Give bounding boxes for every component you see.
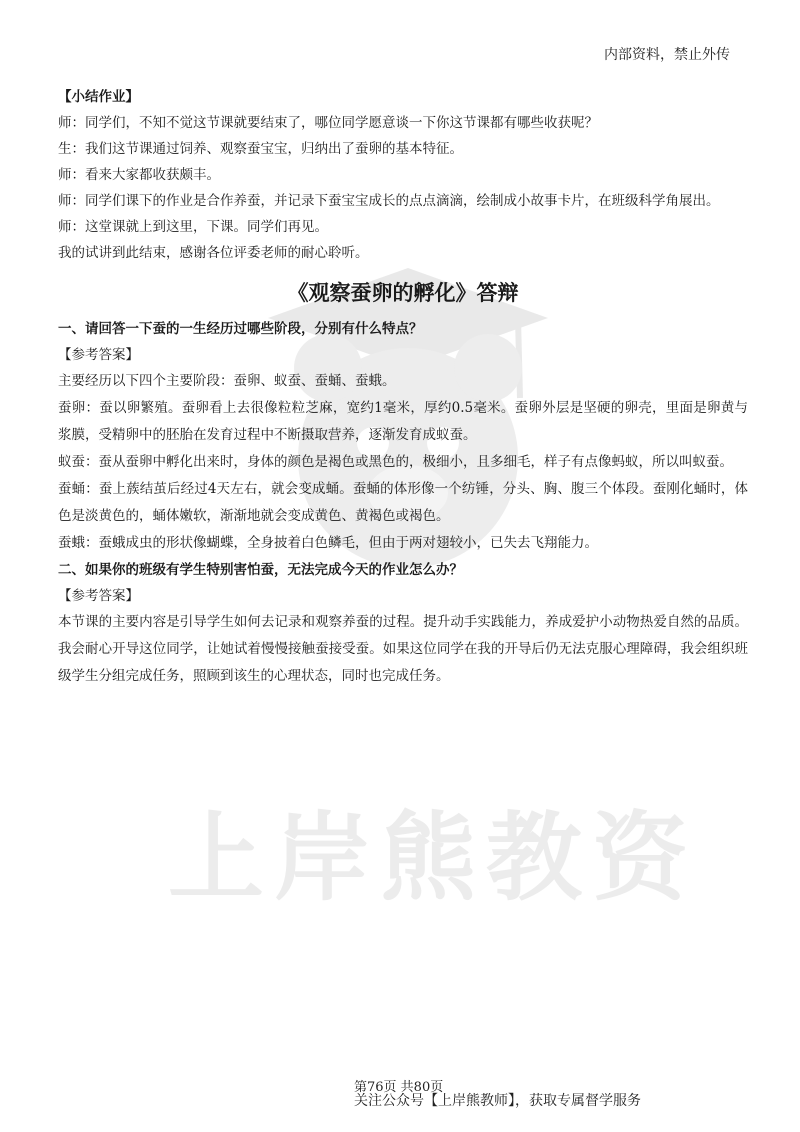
summary-line: 师：同学们，不知不觉这节课就要结束了，哪位同学愿意谈一下你这节课都有哪些收获呢？ bbox=[58, 115, 598, 131]
answer-paragraph: 蚁蚕：蚕从蚕卵中孵化出来时，身体的颜色是褐色或黑色的，极细小，且多细毛，样子有点像蚂蚁，所以叫蚁蚕。 bbox=[58, 454, 733, 470]
answer-paragraph: 蚕蛹：蚕上蔟结茧后经过4天左右，就会变成蛹。蚕蛹的体形像一个纺锤，分头、胸、腹三个体段。蚕刚化蛹时，体色是淡黄色的，蛹体嫩软，渐渐地就会变成黄色、黄褐色或褐色。 bbox=[58, 481, 748, 524]
document-body bbox=[58, 84, 748, 690]
page-number: 第76页 共80页 bbox=[354, 1080, 444, 1095]
answer-paragraph: 蚕卵：蚕以卵繁殖。蚕卵看上去很像粒粒芝麻，宽约1毫米，厚约0.5毫米。蚕卵外层是坚硬的卵壳，里面是卵黄与浆膜，受精卵中的胚胎在发育过程中不断摄取营养，逐渐发育成蚁蚕。 bbox=[58, 400, 748, 443]
watermark-text: 上岸熊教资 bbox=[168, 802, 698, 914]
answer-label-1: 【参考答案】 bbox=[58, 347, 139, 363]
summary-line: 师：这堂课就上到这里，下课。同学们再见。 bbox=[58, 219, 328, 235]
summary-heading: 【小结作业】 bbox=[58, 89, 139, 105]
answer-label-2: 【参考答案】 bbox=[58, 588, 139, 604]
footer-promo: 关注公众号【上岸熊教师】，获取专属督学服务 bbox=[354, 1093, 641, 1109]
question-2: 二、如果你的班级有学生特别害怕蚕，无法完成今天的作业怎么办？ bbox=[58, 562, 463, 578]
answer-paragraph: 主要经历以下四个主要阶段：蚕卵、蚁蚕、蚕蛹、蚕蛾。 bbox=[58, 373, 396, 389]
summary-line: 我的试讲到此结束，感谢各位评委老师的耐心聆听。 bbox=[58, 245, 369, 261]
summary-line: 师：同学们课下的作业是合作养蚕，并记录下蚕宝宝成长的点点滴滴，绘制成小故事卡片，在班级科学角展出。 bbox=[58, 193, 720, 209]
answer-paragraph: 蚕蛾：蚕蛾成虫的形状像蝴蝶，全身披着白色鳞毛，但由于两对翅较小，已失去飞翔能力。 bbox=[58, 535, 598, 551]
defense-title: 《观察蚕卵的孵化》答辩 bbox=[287, 281, 519, 305]
header-note: 内部资料，禁止外传 bbox=[604, 47, 730, 63]
question-1: 一、请回答一下蚕的一生经历过哪些阶段，分别有什么特点？ bbox=[58, 321, 423, 337]
answer-paragraph: 本节课的主要内容是引导学生如何去记录和观察养蚕的过程。提升动手实践能力，养成爱护小动物热爱自然的品质。我会耐心开导这位同学，让她试着慢慢接触蚕接受蚕。如果这位同学在我的开导后仍无法克服心理障碍，我会组织班级学生分组完成任务，照顾到该生的心理状态，同时也完成任务。 bbox=[58, 614, 748, 684]
summary-line: 生：我们这节课通过饲养、观察蚕宝宝，归纳出了蚕卵的基本特征。 bbox=[58, 141, 463, 157]
summary-line: 师：看来大家都收获颇丰。 bbox=[58, 167, 220, 183]
